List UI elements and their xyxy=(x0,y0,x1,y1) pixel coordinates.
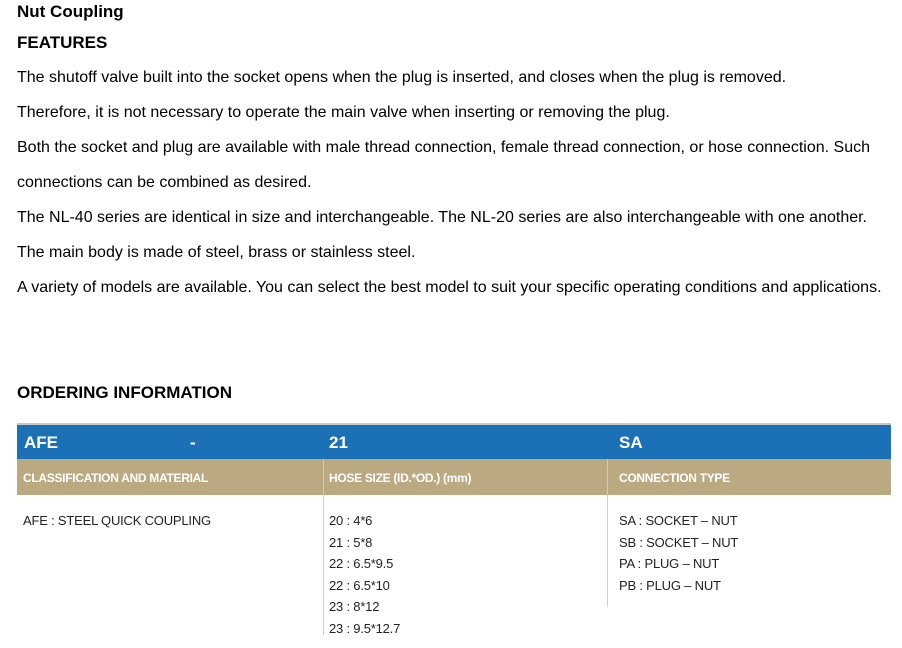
hose-size-item: 22 : 6.5*10 xyxy=(329,577,390,593)
page-title: Nut Coupling xyxy=(17,2,124,21)
hose-size-item: 23 : 8*12 xyxy=(329,599,380,614)
feature-paragraph: Therefore, it is not necessary to operate the main valve when inserting or removing the plug. xyxy=(17,104,670,121)
feature-paragraph: Both the socket and plug are available with male thread connection, female thread connection, or hose connection. Such connections can be combined as desired. xyxy=(17,139,870,191)
connection-type-item: SB : SOCKET – NUT xyxy=(619,534,739,550)
column-header-row xyxy=(17,459,891,495)
connection-type-item: PA : PLUG – NUT xyxy=(619,556,720,571)
column-divider xyxy=(607,495,608,607)
features-text xyxy=(17,60,897,305)
column-header: HOSE SIZE (ID.*OD.) (mm) xyxy=(329,471,472,485)
column-divider xyxy=(607,459,608,495)
feature-paragraph: The shutoff valve built into the socket opens when the plug is inserted, and closes when the plug is removed. xyxy=(17,69,787,86)
column-header: CLASSIFICATION AND MATERIAL xyxy=(23,471,208,485)
column-divider xyxy=(323,459,324,495)
connection-type-column xyxy=(619,510,738,596)
code-part-series: AFE xyxy=(24,433,58,452)
ordering-table xyxy=(17,423,891,635)
code-dash: - xyxy=(190,433,196,452)
column-divider xyxy=(323,495,324,635)
hose-size-item: 23 : 9.5*12.7 xyxy=(329,620,401,636)
hose-size-item: 20 : 4*6 xyxy=(329,513,373,528)
connection-type-item: PB : PLUG – NUT xyxy=(619,577,721,593)
features-heading: FEATURES xyxy=(17,33,108,52)
hose-size-column xyxy=(329,510,400,639)
code-part-size: 21 xyxy=(329,433,348,452)
feature-paragraph: The main body is made of steel, brass or stainless steel. xyxy=(17,244,416,261)
model-code-header xyxy=(17,425,891,459)
feature-paragraph: A variety of models are available. You can select the best model to suit your specific operating conditions and applications. xyxy=(17,279,882,296)
feature-paragraph: The NL-40 series are identical in size and interchangeable. The NL-20 series are also interchangeable with one another. xyxy=(17,209,867,226)
connection-type-item: SA : SOCKET – NUT xyxy=(619,513,738,528)
column-header: CONNECTION TYPE xyxy=(619,471,730,485)
classification-item: AFE : STEEL QUICK COUPLING xyxy=(23,513,211,528)
classification-column xyxy=(23,510,211,532)
code-part-connection: SA xyxy=(619,433,643,452)
table-body xyxy=(17,495,891,635)
ordering-heading: ORDERING INFORMATION xyxy=(17,383,233,402)
hose-size-item: 21 : 5*8 xyxy=(329,534,373,550)
hose-size-item: 22 : 6.5*9.5 xyxy=(329,556,394,571)
